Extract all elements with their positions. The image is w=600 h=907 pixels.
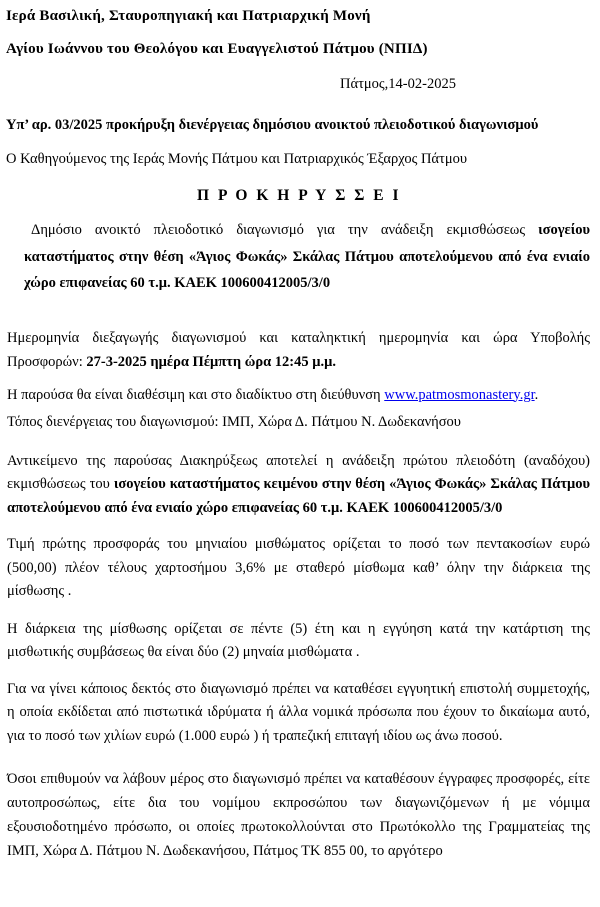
object-detail-bold-text: ισογείου καταστήματος κειμένου στην θέση «Άγιος Φωκάς» Σκάλας Πάτμου αποτελούμενου από ένα ενιαίο χώρο επιφανείας 60 τ.μ. ΚΑΕΚ 100600412005/3/0 (7, 476, 591, 516)
paragraph-guarantee: Για να γίνει κάποιος δεκτός στο διαγωνισμό πρέπει να καταθέσει εγγυητική επιστολή συμμετοχής, η οποία εκδίδεται από πιστωτικά ιδρύματα ή άλλα νομικά πρόσωπα που έχουν το δικαίωμα αυτό, για το ποσό των χιλίων ευρώ (1.000 ευρώ ) ή τραπεζική επιταγή ιδίου ως άνω ποσού. (7, 680, 590, 744)
paragraph-object-detail (6, 450, 592, 521)
paragraph-deadline (6, 326, 592, 374)
place-date-line: Πάτμος,14-02-2025 (340, 76, 456, 92)
org-name-line-1: Ιερά Βασιλική, Σταυροπηγιακή και Πατριαρχική Μονή (6, 8, 371, 24)
issuer-line: Ο Καθηγούμενος της Ιεράς Μονής Πάτμου και Πατριαρχικός Έξαρχος Πάτμου (6, 151, 468, 167)
notice-title: Υπ’ αρ. 03/2025 προκήρυξη διενέργειας δημόσιου ανοικτού πλειοδοτικού διαγωνισμού (6, 117, 539, 133)
paragraph-location: Τόπος διενέργειας του διαγωνισμού: ΙΜΠ, Χώρα Δ. Πάτμου Ν. Δωδεκανήσου (7, 414, 461, 430)
paragraph-object-intro (6, 217, 592, 297)
paragraph-duration: Η διάρκεια της μίσθωσης ορίζεται σε πέντε (5) έτη και η εγγύηση κατά την κατάρτιση της μισθωτικής συμβάσεως θα είναι δύο (2) μηναία μισθώματα . (7, 620, 590, 660)
deadline-normal-text: Ημερομηνία διεξαγωγής διαγωνισμού και καταληκτική ημερομηνία και ώρα Υποβολής Προσφορών: (7, 329, 590, 370)
object-detail-normal-text: Αντικείμενο της παρούσας Διακηρύξεως αποτελεί η ανάδειξη πρώτου πλειοδότη (αναδόχου) εκμισθώσεως του (7, 452, 590, 492)
website-text-before: Η παρούσα θα είναι διαθέσιμη και στο διαδίκτυο στη διεύθυνση (7, 386, 385, 403)
website-text-after: . (534, 386, 539, 403)
proclaims-heading: Π Ρ Ο Κ Η Ρ Υ Σ Σ Ε Ι (197, 187, 401, 204)
paragraph-price: Τιμή πρώτης προσφοράς του μηνιαίου μισθώματος ορίζεται το ποσό των πεντακοσίων ευρώ (500,00) πλέον τέλους χαρτοσήμου 3,6% με σταθερό μίσθωμα καθ’ όλην την διάρκεια της μίσθωσης . (7, 536, 590, 599)
object-intro-bold-text: ισογείου καταστήματος στην θέση «Άγιος Φωκάς» Σκάλας Πάτμου αποτελούμενου από ένα ενιαίο χώρο επιφανείας 60 τ.μ. ΚΑΕΚ 100600412005/3/0 (24, 222, 590, 291)
deadline-bold-text: 27-3-2025 ημέρα Πέμπτη ώρα 12:45 μ.μ. (86, 353, 336, 370)
object-intro-normal-text: Δημόσιο ανοικτό πλειοδοτικό διαγωνισμό για την ανάδειξη εκμισθώσεως (31, 222, 539, 238)
org-name-line-2: Αγίου Ιωάννου του Θεολόγου και Ευαγγελιστού Πάτμου (ΝΠΙΔ) (6, 41, 428, 57)
paragraph-submission: Όσοι επιθυμούν να λάβουν μέρος στο διαγωνισμό πρέπει να καταθέσουν έγγραφες προσφορές, είτε αυτοπροσώπως, είτε δια του νομίμου εκπροσώπου των διαγωνιζόμενων ή με νόμιμα εξουσιοδοτημένο πρόσωπο, οι οποίες πρωτοκολλούνται στο Πρωτόκολλο της Γραμματείας της ΙΜΠ, Χώρα Δ. Πάτμου Ν. Δωδεκανήσου, Πάτμος ΤΚ 855 00, το αργότερο (7, 771, 590, 859)
website-link[interactable]: www.patmosmonastery.gr (384, 386, 535, 403)
paragraph-website (6, 384, 592, 408)
